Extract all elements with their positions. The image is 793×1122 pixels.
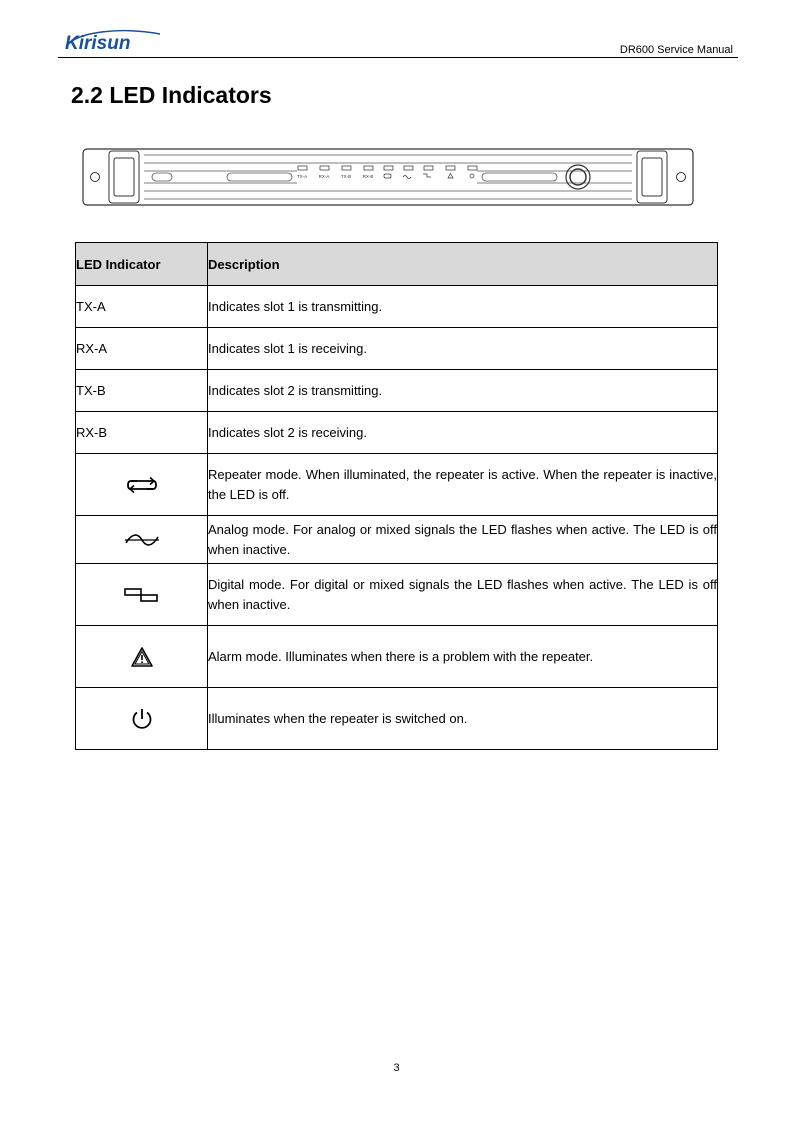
description-analog-mode: Analog mode. For analog or mixed signals the LED flashes when active. The LED is off when inactive. [208,516,718,564]
digital-signal-icon [123,586,161,604]
analog-wave-icon [124,532,160,548]
table-header-row [76,243,718,286]
front-panel-diagram [82,146,694,208]
table-row [76,564,718,626]
table-row [76,688,718,750]
page-number: 3 [393,1062,400,1074]
table-row [76,412,718,454]
description-alarm-mode: Alarm mode. Illuminates when there is a problem with the repeater. [208,626,718,688]
description-rx-b: Indicates slot 2 is receiving. [208,412,718,454]
led-indicator-table [75,242,718,750]
indicator-rx-b: RX-B [76,412,208,454]
alarm-warning-icon [130,646,154,668]
kirisun-logo [62,27,162,55]
panel-label-rx-a: RX-A [318,174,330,179]
indicator-rx-a: RX-A [76,328,208,370]
panel-label-tx-b: TX-B [340,174,352,179]
indicator-tx-a: TX-A [76,286,208,328]
table-row [76,454,718,516]
manual-title: DR600 Service Manual [619,44,733,56]
description-tx-b: Indicates slot 2 is transmitting. [208,370,718,412]
description-power: Illuminates when the repeater is switched on. [208,688,718,750]
description-rx-a: Indicates slot 1 is receiving. [208,328,718,370]
power-icon [130,707,154,731]
column-header-indicator: LED Indicator [76,243,208,286]
table-row [76,516,718,564]
section-heading: 2.2 LED Indicators [71,82,272,108]
panel-label-rx-b: RX-B [362,174,374,179]
header-divider [58,57,738,58]
table-row [76,626,718,688]
table-row [76,286,718,328]
description-tx-a: Indicates slot 1 is transmitting. [208,286,718,328]
repeater-icon [125,474,159,496]
table-row [76,328,718,370]
description-digital-mode: Digital mode. For digital or mixed signals the LED flashes when active. The LED is off when inactive. [208,564,718,626]
column-header-description: Description [208,243,718,286]
description-repeater-mode: Repeater mode. When illuminated, the repeater is active. When the repeater is inactive, the LED is off. [208,454,718,516]
panel-label-tx-a: TX-A [296,174,308,179]
svg-text:Kirisun: Kirisun [65,33,131,54]
table-row [76,370,718,412]
indicator-tx-b: TX-B [76,370,208,412]
